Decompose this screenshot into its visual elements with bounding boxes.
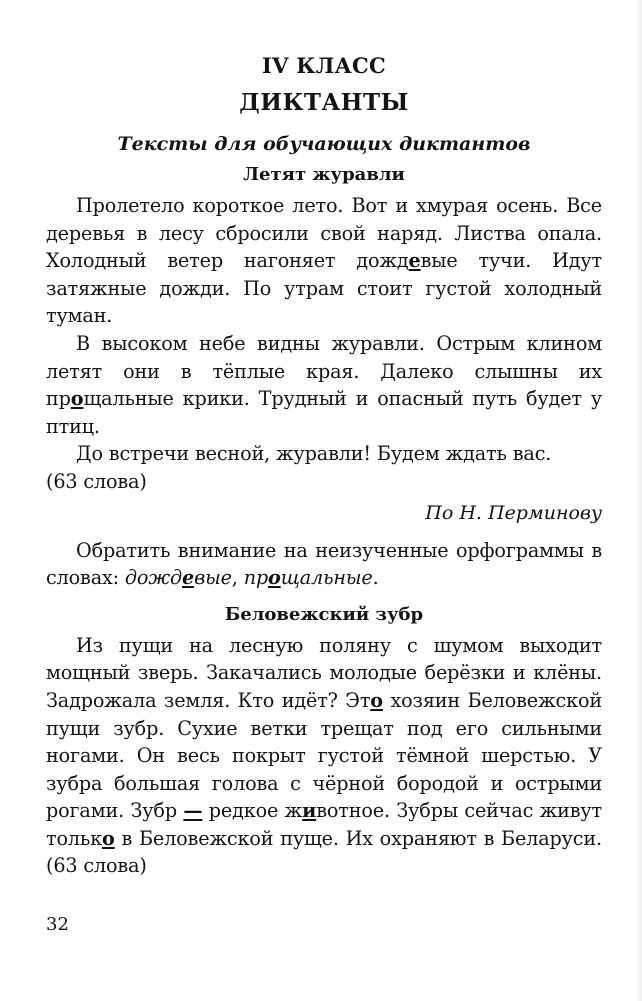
text-run: . — [372, 566, 379, 590]
text-run: вые тучи. Идут затяжные дожди. По утрам стоит густой холодный туман. — [46, 249, 602, 328]
note-word-2 — [244, 566, 373, 589]
text-run: В высоком небе видны журавли. Острым клином летят они в тёплые края. Далеко слышны их пр — [46, 331, 602, 411]
text-run: До встречи весной, журавли! Будем ждать вас. — [76, 442, 552, 466]
text-run: дожд — [124, 566, 183, 590]
note-text: Обратить внимание на неизученные орфограммы в словах: — [46, 538, 602, 590]
page-number: 32 — [46, 914, 69, 935]
cranes-paragraph-1 — [46, 192, 602, 330]
text-run: в Беловежской пуще. Их охраняют в Беларуси. (63 слова) — [46, 826, 602, 878]
text-run: щальные — [280, 566, 373, 590]
text-run: щальные крики. Трудный и опасный путь будет у птиц. — [46, 387, 602, 438]
marked-letter: о — [268, 566, 281, 590]
section-heading: ДИКТАНТЫ — [239, 89, 409, 116]
marked-letter: о — [370, 688, 383, 712]
spelling-note — [46, 537, 602, 592]
text-title-cranes: Летят журавли — [243, 164, 405, 185]
marked-letter: е — [408, 249, 421, 273]
word-count: (63 слова) — [46, 469, 147, 493]
cranes-paragraph-3 — [46, 440, 602, 495]
note-word-1 — [125, 566, 232, 589]
bison-paragraph — [46, 632, 602, 880]
marked-letter: о — [70, 387, 84, 411]
grade-heading: IV КЛАСС — [261, 53, 387, 78]
text-run: хозяин Беловежской пущи зубр. Сухие ветки трещат под его сильными ногами. Он весь покрыт густой тёмной шерстью. У зубра большая голова с чёрной бородой и острыми рогами. Зубр — [46, 688, 602, 823]
cranes-paragraph-2 — [46, 330, 602, 440]
text-run: редкое ж — [202, 799, 303, 823]
text-run: Пролетело короткое лето. Вот и хмурая осень. Все деревья в лесу сбросили свой наряд. Листва опала. Холодный ветер нагоняет дожд — [46, 194, 602, 273]
page-content — [46, 52, 602, 880]
text-run: вотное. Зубры сейчас живут тольк — [46, 799, 603, 850]
marked-dash: — — [183, 799, 203, 823]
marked-letter: и — [302, 799, 317, 823]
marked-letter: о — [102, 826, 115, 850]
marked-letter: е — [182, 566, 195, 590]
page-edge-shadow — [636, 0, 642, 1001]
author-attribution: По Н. Перминову — [425, 501, 602, 524]
text-title-bison: Беловежский зубр — [224, 603, 424, 625]
text-run: пр — [243, 566, 269, 590]
text-run: , — [231, 566, 244, 590]
subsection-heading: Тексты для обучающих диктантов — [117, 133, 531, 155]
text-run: вые — [194, 566, 232, 590]
text-run: Из пущи на лесную поляну с шумом выходит мощный зверь. Закачались молодые берёзки и клёны. Задрожала земля. Кто идёт? Эт — [46, 633, 602, 712]
